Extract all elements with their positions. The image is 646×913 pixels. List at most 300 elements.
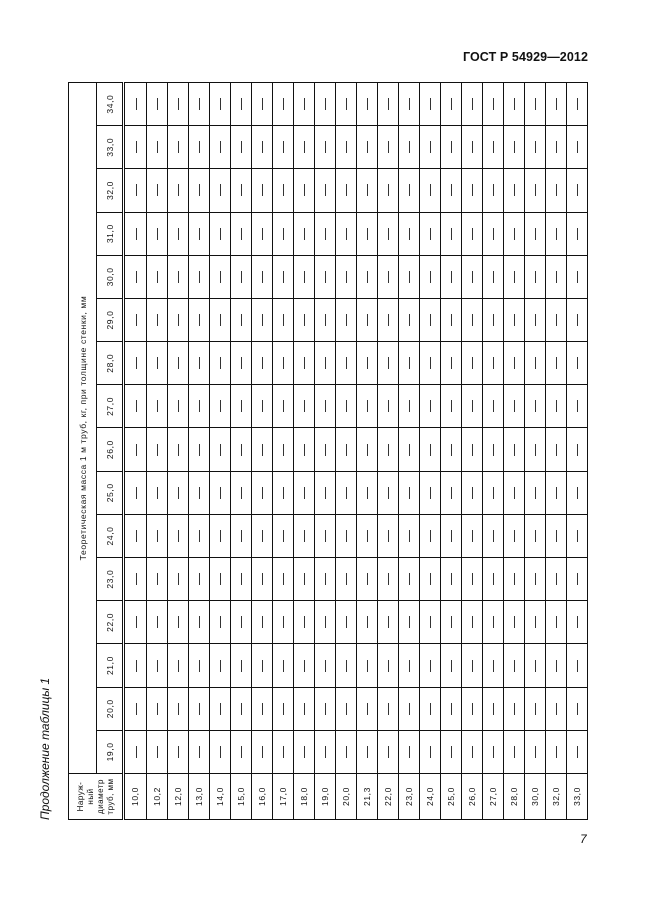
dash-placeholder bbox=[157, 184, 158, 196]
mass-cell bbox=[440, 601, 461, 644]
mass-cell bbox=[461, 169, 482, 212]
dash-placeholder bbox=[220, 444, 221, 456]
mass-cell bbox=[314, 601, 335, 644]
mass-cell bbox=[419, 558, 440, 601]
dash-placeholder bbox=[283, 444, 284, 456]
mass-cell bbox=[188, 126, 209, 169]
page-number: 7 bbox=[580, 832, 587, 846]
dash-placeholder bbox=[556, 228, 557, 240]
dash-placeholder bbox=[157, 141, 158, 153]
mass-cell bbox=[251, 255, 272, 298]
mass-cell bbox=[545, 514, 566, 557]
dash-placeholder bbox=[178, 228, 179, 240]
dash-placeholder bbox=[304, 616, 305, 628]
dash-placeholder bbox=[325, 573, 326, 585]
mass-cell bbox=[251, 83, 272, 126]
dash-placeholder bbox=[283, 530, 284, 542]
diameter-cell: 26,0 bbox=[461, 774, 482, 820]
dash-placeholder bbox=[451, 746, 452, 758]
dash-placeholder bbox=[514, 357, 515, 369]
mass-cell bbox=[461, 298, 482, 341]
dash-placeholder bbox=[451, 530, 452, 542]
mass-cell bbox=[440, 126, 461, 169]
mass-cell bbox=[545, 601, 566, 644]
dash-placeholder bbox=[262, 271, 263, 283]
mass-cell bbox=[398, 730, 419, 773]
mass-cell bbox=[230, 644, 251, 687]
dash-placeholder bbox=[178, 271, 179, 283]
dash-placeholder bbox=[346, 703, 347, 715]
mass-cell bbox=[124, 83, 147, 126]
dash-placeholder bbox=[304, 530, 305, 542]
dash-placeholder bbox=[262, 141, 263, 153]
dash-placeholder bbox=[388, 184, 389, 196]
dash-placeholder bbox=[178, 660, 179, 672]
dash-placeholder bbox=[136, 141, 137, 153]
mass-cell bbox=[167, 169, 188, 212]
dash-placeholder bbox=[283, 660, 284, 672]
dash-placeholder bbox=[514, 660, 515, 672]
dash-placeholder bbox=[325, 444, 326, 456]
dash-placeholder bbox=[514, 228, 515, 240]
dash-placeholder bbox=[493, 487, 494, 499]
dash-placeholder bbox=[556, 746, 557, 758]
mass-cell bbox=[482, 601, 503, 644]
dash-placeholder bbox=[367, 184, 368, 196]
mass-cell bbox=[188, 730, 209, 773]
dash-placeholder bbox=[325, 98, 326, 110]
dash-placeholder bbox=[430, 141, 431, 153]
mass-cell bbox=[314, 687, 335, 730]
mass-cell bbox=[356, 558, 377, 601]
dash-placeholder bbox=[346, 228, 347, 240]
mass-cell bbox=[188, 169, 209, 212]
mass-cell bbox=[124, 601, 147, 644]
mass-cell bbox=[398, 601, 419, 644]
mass-cell bbox=[524, 558, 545, 601]
mass-cell bbox=[503, 169, 524, 212]
dash-placeholder bbox=[409, 141, 410, 153]
dash-placeholder bbox=[388, 228, 389, 240]
dash-placeholder bbox=[199, 746, 200, 758]
mass-cell bbox=[524, 730, 545, 773]
dash-placeholder bbox=[556, 530, 557, 542]
diameter-cell: 32,0 bbox=[545, 774, 566, 820]
dash-placeholder bbox=[220, 98, 221, 110]
mass-cell bbox=[377, 169, 398, 212]
mass-cell bbox=[272, 126, 293, 169]
mass-cell bbox=[314, 558, 335, 601]
dash-placeholder bbox=[136, 271, 137, 283]
dash-placeholder bbox=[136, 703, 137, 715]
dash-placeholder bbox=[241, 141, 242, 153]
mass-cell bbox=[146, 428, 167, 471]
mass-cell bbox=[482, 730, 503, 773]
mass-cell bbox=[124, 428, 147, 471]
mass-cell bbox=[188, 212, 209, 255]
dash-placeholder bbox=[430, 98, 431, 110]
mass-cell bbox=[124, 471, 147, 514]
dash-placeholder bbox=[367, 314, 368, 326]
mass-cell bbox=[377, 514, 398, 557]
dash-placeholder bbox=[241, 573, 242, 585]
mass-cell bbox=[230, 601, 251, 644]
dash-placeholder bbox=[577, 573, 578, 585]
mass-table bbox=[68, 82, 588, 820]
table-row bbox=[146, 83, 167, 820]
mass-cell bbox=[545, 126, 566, 169]
mass-cell bbox=[461, 83, 482, 126]
dash-placeholder bbox=[577, 228, 578, 240]
dash-placeholder bbox=[262, 660, 263, 672]
mass-cell bbox=[461, 385, 482, 428]
dash-placeholder bbox=[241, 616, 242, 628]
mass-cell bbox=[124, 342, 147, 385]
dash-placeholder bbox=[430, 357, 431, 369]
diameter-cell: 33,0 bbox=[566, 774, 587, 820]
mass-cell bbox=[272, 385, 293, 428]
mass-cell bbox=[377, 601, 398, 644]
dash-placeholder bbox=[283, 746, 284, 758]
diameter-cell: 13,0 bbox=[188, 774, 209, 820]
dash-placeholder bbox=[472, 314, 473, 326]
dash-placeholder bbox=[325, 228, 326, 240]
dash-placeholder bbox=[430, 660, 431, 672]
dash-placeholder bbox=[178, 616, 179, 628]
mass-cell bbox=[356, 601, 377, 644]
mass-cell bbox=[461, 687, 482, 730]
mass-cell bbox=[566, 601, 587, 644]
mass-cell bbox=[419, 212, 440, 255]
mass-cell bbox=[293, 126, 314, 169]
mass-cell bbox=[566, 212, 587, 255]
mass-cell bbox=[293, 342, 314, 385]
mass-cell bbox=[124, 385, 147, 428]
dash-placeholder bbox=[304, 228, 305, 240]
mass-cell bbox=[230, 514, 251, 557]
mass-cell bbox=[146, 644, 167, 687]
dash-placeholder bbox=[388, 487, 389, 499]
mass-cell bbox=[209, 644, 230, 687]
dash-placeholder bbox=[451, 487, 452, 499]
dash-placeholder bbox=[346, 271, 347, 283]
mass-cell bbox=[230, 255, 251, 298]
diameter-cell: 16,0 bbox=[251, 774, 272, 820]
rotated-table-container bbox=[68, 82, 588, 820]
table-row bbox=[251, 83, 272, 820]
mass-cell bbox=[314, 342, 335, 385]
mass-cell bbox=[440, 514, 461, 557]
mass-cell bbox=[209, 558, 230, 601]
mass-cell bbox=[167, 385, 188, 428]
mass-cell bbox=[377, 255, 398, 298]
mass-cell bbox=[545, 644, 566, 687]
mass-cell bbox=[146, 83, 167, 126]
dash-placeholder bbox=[535, 487, 536, 499]
dash-placeholder bbox=[304, 314, 305, 326]
mass-cell bbox=[167, 601, 188, 644]
dash-placeholder bbox=[199, 616, 200, 628]
mass-cell bbox=[146, 514, 167, 557]
dash-placeholder bbox=[388, 444, 389, 456]
dash-placeholder bbox=[451, 660, 452, 672]
dash-placeholder bbox=[304, 573, 305, 585]
mass-cell bbox=[566, 83, 587, 126]
mass-cell bbox=[209, 471, 230, 514]
mass-cell bbox=[335, 601, 356, 644]
mass-cell bbox=[440, 212, 461, 255]
dash-placeholder bbox=[388, 530, 389, 542]
dash-placeholder bbox=[136, 616, 137, 628]
mass-cell bbox=[398, 342, 419, 385]
mass-cell bbox=[398, 83, 419, 126]
dash-placeholder bbox=[388, 746, 389, 758]
mass-cell bbox=[293, 687, 314, 730]
dash-placeholder bbox=[262, 184, 263, 196]
diameter-cell: 27,0 bbox=[482, 774, 503, 820]
dash-placeholder bbox=[451, 184, 452, 196]
mass-cell bbox=[440, 471, 461, 514]
dash-placeholder bbox=[430, 530, 431, 542]
dash-placeholder bbox=[241, 400, 242, 412]
dash-placeholder bbox=[199, 228, 200, 240]
mass-cell bbox=[124, 644, 147, 687]
diameter-cell: 22,0 bbox=[377, 774, 398, 820]
mass-cell bbox=[167, 298, 188, 341]
dash-placeholder bbox=[556, 98, 557, 110]
dash-placeholder bbox=[262, 746, 263, 758]
mass-cell bbox=[230, 687, 251, 730]
diameter-cell: 19,0 bbox=[314, 774, 335, 820]
mass-cell bbox=[545, 169, 566, 212]
mass-cell bbox=[419, 385, 440, 428]
thickness-header: 26,0 bbox=[97, 428, 124, 471]
dash-placeholder bbox=[577, 184, 578, 196]
mass-cell bbox=[272, 730, 293, 773]
mass-cell bbox=[209, 83, 230, 126]
mass-cell bbox=[356, 730, 377, 773]
dash-placeholder bbox=[535, 357, 536, 369]
mass-cell bbox=[398, 385, 419, 428]
mass-cell bbox=[146, 385, 167, 428]
dash-placeholder bbox=[199, 314, 200, 326]
mass-cell bbox=[524, 644, 545, 687]
mass-cell bbox=[272, 514, 293, 557]
dash-placeholder bbox=[325, 314, 326, 326]
mass-cell bbox=[503, 471, 524, 514]
dash-placeholder bbox=[388, 141, 389, 153]
dash-placeholder bbox=[493, 357, 494, 369]
dash-placeholder bbox=[472, 400, 473, 412]
thickness-header: 22,0 bbox=[97, 601, 124, 644]
dash-placeholder bbox=[157, 530, 158, 542]
dash-placeholder bbox=[409, 616, 410, 628]
mass-cell bbox=[398, 687, 419, 730]
mass-cell bbox=[524, 83, 545, 126]
dash-placeholder bbox=[241, 444, 242, 456]
mass-cell bbox=[524, 514, 545, 557]
mass-cell bbox=[524, 255, 545, 298]
mass-cell bbox=[188, 428, 209, 471]
mass-cell bbox=[314, 169, 335, 212]
mass-cell bbox=[314, 255, 335, 298]
mass-cell bbox=[524, 298, 545, 341]
thickness-header: 32,0 bbox=[97, 169, 124, 212]
mass-cell bbox=[335, 730, 356, 773]
dash-placeholder bbox=[136, 98, 137, 110]
dash-placeholder bbox=[409, 228, 410, 240]
mass-cell bbox=[293, 298, 314, 341]
dash-placeholder bbox=[283, 271, 284, 283]
mass-cell bbox=[251, 514, 272, 557]
dash-placeholder bbox=[283, 487, 284, 499]
dash-placeholder bbox=[388, 660, 389, 672]
mass-cell bbox=[566, 298, 587, 341]
mass-cell bbox=[545, 83, 566, 126]
dash-placeholder bbox=[472, 271, 473, 283]
dash-placeholder bbox=[199, 703, 200, 715]
table-row bbox=[335, 83, 356, 820]
dash-placeholder bbox=[220, 271, 221, 283]
mass-cell bbox=[272, 601, 293, 644]
dash-placeholder bbox=[262, 314, 263, 326]
mass-cell bbox=[251, 126, 272, 169]
mass-cell bbox=[272, 428, 293, 471]
mass-cell bbox=[440, 687, 461, 730]
mass-cell bbox=[167, 255, 188, 298]
dash-placeholder bbox=[514, 616, 515, 628]
dash-placeholder bbox=[178, 357, 179, 369]
mass-cell bbox=[377, 83, 398, 126]
dash-placeholder bbox=[367, 573, 368, 585]
dash-placeholder bbox=[304, 703, 305, 715]
diameter-cell: 14,0 bbox=[209, 774, 230, 820]
dash-placeholder bbox=[472, 184, 473, 196]
thickness-header: 31,0 bbox=[97, 212, 124, 255]
mass-cell bbox=[419, 644, 440, 687]
dash-placeholder bbox=[136, 184, 137, 196]
diameter-cell: 23,0 bbox=[398, 774, 419, 820]
dash-placeholder bbox=[367, 746, 368, 758]
mass-cell bbox=[314, 514, 335, 557]
dash-placeholder bbox=[493, 616, 494, 628]
mass-cell bbox=[251, 471, 272, 514]
mass-cell bbox=[251, 212, 272, 255]
mass-cell bbox=[335, 385, 356, 428]
dash-placeholder bbox=[514, 400, 515, 412]
table-caption: Продолжение таблицы 1 bbox=[38, 677, 52, 820]
mass-cell bbox=[545, 428, 566, 471]
dash-placeholder bbox=[157, 616, 158, 628]
dash-placeholder bbox=[493, 184, 494, 196]
mass-cell bbox=[503, 601, 524, 644]
thickness-header: 29,0 bbox=[97, 298, 124, 341]
mass-cell bbox=[398, 255, 419, 298]
dash-placeholder bbox=[514, 141, 515, 153]
dash-placeholder bbox=[283, 573, 284, 585]
dash-placeholder bbox=[556, 271, 557, 283]
document-standard-header: ГОСТ Р 54929—2012 bbox=[462, 50, 588, 64]
mass-cell bbox=[356, 255, 377, 298]
dash-placeholder bbox=[304, 400, 305, 412]
mass-cell bbox=[524, 212, 545, 255]
mass-cell bbox=[293, 83, 314, 126]
dash-placeholder bbox=[577, 400, 578, 412]
dash-placeholder bbox=[493, 573, 494, 585]
mass-cell bbox=[209, 428, 230, 471]
dash-placeholder bbox=[577, 487, 578, 499]
dash-placeholder bbox=[577, 98, 578, 110]
mass-cell bbox=[503, 428, 524, 471]
dash-placeholder bbox=[262, 530, 263, 542]
dash-placeholder bbox=[367, 271, 368, 283]
mass-cell bbox=[419, 687, 440, 730]
mass-cell bbox=[377, 126, 398, 169]
diameter-cell: 15,0 bbox=[230, 774, 251, 820]
mass-cell bbox=[146, 558, 167, 601]
dash-placeholder bbox=[535, 573, 536, 585]
dash-placeholder bbox=[157, 98, 158, 110]
mass-cell bbox=[419, 83, 440, 126]
thickness-header: 20,0 bbox=[97, 687, 124, 730]
mass-cell bbox=[356, 514, 377, 557]
mass-cell bbox=[167, 514, 188, 557]
dash-placeholder bbox=[451, 703, 452, 715]
mass-cell bbox=[272, 342, 293, 385]
dash-placeholder bbox=[325, 141, 326, 153]
dash-placeholder bbox=[283, 357, 284, 369]
dash-placeholder bbox=[514, 573, 515, 585]
dash-placeholder bbox=[220, 228, 221, 240]
dash-placeholder bbox=[514, 271, 515, 283]
dash-placeholder bbox=[346, 487, 347, 499]
dash-placeholder bbox=[304, 746, 305, 758]
mass-cell bbox=[188, 601, 209, 644]
mass-cell bbox=[230, 126, 251, 169]
dash-placeholder bbox=[451, 444, 452, 456]
dash-placeholder bbox=[241, 357, 242, 369]
dash-placeholder bbox=[283, 98, 284, 110]
mass-cell bbox=[398, 558, 419, 601]
dash-placeholder bbox=[283, 141, 284, 153]
mass-cell bbox=[566, 126, 587, 169]
dash-placeholder bbox=[409, 530, 410, 542]
diameter-cell: 25,0 bbox=[440, 774, 461, 820]
dash-placeholder bbox=[220, 660, 221, 672]
mass-cell bbox=[272, 644, 293, 687]
dash-placeholder bbox=[535, 444, 536, 456]
mass-cell bbox=[293, 644, 314, 687]
mass-cell bbox=[335, 169, 356, 212]
mass-cell bbox=[398, 126, 419, 169]
dash-placeholder bbox=[556, 616, 557, 628]
dash-placeholder bbox=[472, 487, 473, 499]
dash-placeholder bbox=[178, 746, 179, 758]
mass-cell bbox=[167, 126, 188, 169]
mass-cell bbox=[482, 471, 503, 514]
dash-placeholder bbox=[493, 703, 494, 715]
mass-cell bbox=[209, 169, 230, 212]
dash-placeholder bbox=[136, 444, 137, 456]
dash-placeholder bbox=[220, 184, 221, 196]
dash-placeholder bbox=[472, 746, 473, 758]
mass-cell bbox=[482, 558, 503, 601]
mass-cell bbox=[461, 255, 482, 298]
mass-cell bbox=[524, 385, 545, 428]
dash-placeholder bbox=[430, 228, 431, 240]
dash-placeholder bbox=[304, 271, 305, 283]
mass-cell bbox=[188, 385, 209, 428]
